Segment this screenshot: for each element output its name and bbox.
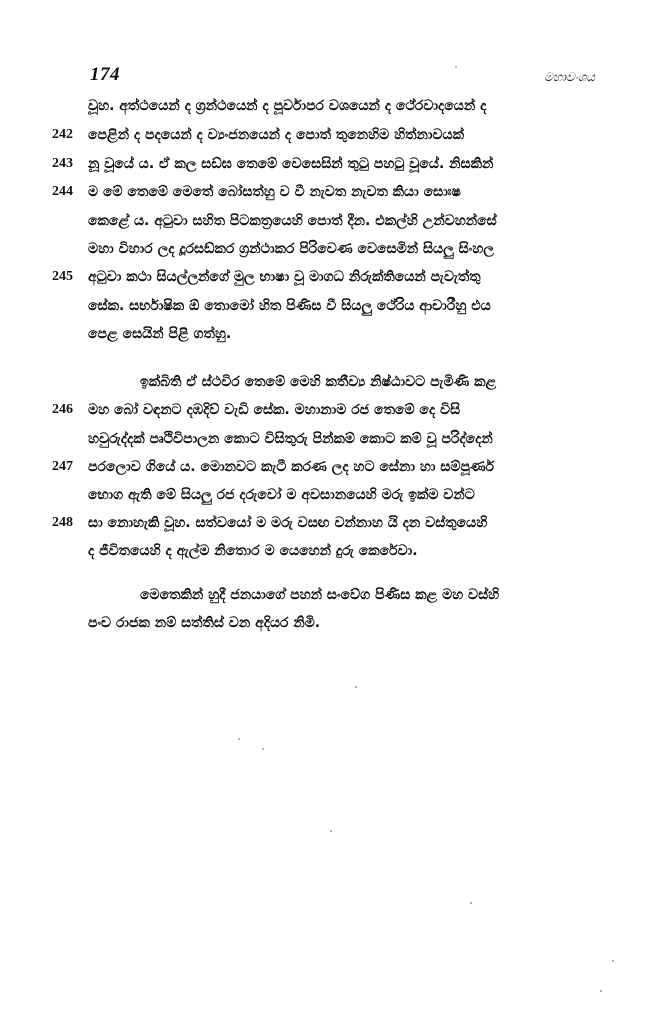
- verse-number: 244: [52, 184, 73, 199]
- text-line: පෙළින් ද පදයෙන් ද ව්‍යංජනයෙන් ද පොත් තුනෙහිම හිත්නාවයක්: [88, 127, 464, 143]
- scan-speck: [600, 990, 602, 992]
- text-line: මහ බෝ වඳනට දඹදිව් වැඩි සේක. මහානාම රජ තෙමේ දෙ විසි: [88, 402, 461, 418]
- text-line: නූ වූයේ ය. ඒ කල සඩ්ඝ තෙමේ වෙසෙසින් තුටු පහටු වූයේ. නිසකින්: [88, 156, 494, 172]
- scan-speck: [470, 902, 472, 904]
- text-line: අටුවා කථා සියල්ලන්ගේ මුල භාෂා වූ මාගධ නිරුක්තියෙන් පැවැත්තු: [88, 269, 481, 285]
- verse-number: 246: [52, 402, 73, 417]
- scan-speck: [262, 748, 264, 750]
- text-line: ම මේ තෙමේ මෙතේ බෝසත්හු ව වී නැවත නැවත කියා සොඃෂ: [88, 184, 461, 200]
- text-line: ද ජීවිතයෙහි ද ඇල්ම නිතොර ම යෙහෙන් දුරු කෙරේවා.: [88, 543, 418, 559]
- text-line: මෙතෙකින් හුදී ජනයාගේ පහන් සංවේග පිණිස කළ මහ වස්හි: [140, 587, 500, 603]
- text-line: සේක. සර්භාෂික ඕ තොමෝ හිත පිණිස වී සියලු ථේරිය ආචාරීහු එය: [88, 298, 491, 314]
- scan-speck: [355, 686, 357, 688]
- verse-number: 247: [52, 459, 73, 474]
- running-title: මහාවංශය: [544, 70, 595, 84]
- verse-number: 243: [52, 156, 73, 171]
- scan-speck: [330, 830, 332, 832]
- verse-number: 248: [52, 515, 73, 530]
- text-line: ඉක්බිති ඒ ස්ථවිර තෙමේ මෙහි කතීව්‍ය නිෂ්ඨාවට පැමිණි කළ: [140, 374, 497, 390]
- text-line: පරලොව ගියේ ය. මොනවට කැටී කරණ ලද හට සේනා හා සම්පූර්ණ: [88, 459, 495, 475]
- text-line: සා නොහැකි වූහ. සත්වයෝ ම මරු වසඟ වන්නාහ යි දන වස්තුයෙහි: [88, 515, 488, 531]
- scan-speck: [612, 960, 614, 962]
- text-line: කෙළේ ය. අටුවා සහිත පිටකත්‍රයෙහි පොත් දීන. එකල්හි උන්වහන්සේ: [88, 213, 497, 229]
- verse-number: 242: [52, 127, 73, 142]
- text-line: පෙළ සෙයින් පිළි ගත්හු.: [88, 326, 232, 342]
- verse-number: 245: [52, 269, 73, 284]
- text-line: වූහ. අත්ථයෙන් ද ග්‍රන්ථයෙන් ද පූර්වාපර වශයෙන් ද ථේරවාදයෙන් ද: [88, 98, 487, 114]
- text-line: මහා විහාර ලද දූරසඞ්කර ග්‍රන්ථාකර පිරිවෙණ වෙසෙමින් සියලු සිංහල: [88, 241, 494, 257]
- scan-speck: [238, 738, 240, 740]
- scan-speck: [455, 66, 457, 68]
- text-line: භොග ඇති මේ සියලු රජ දරුවෝ ම අවසානයෙහි මරු ඉක්ම වන්ට: [88, 487, 475, 503]
- page-number: 174: [90, 64, 120, 85]
- text-line: හවුරුද්දක් පෘථිවිපාලන කොට විසිතුරු පින්කම් කොට කම් වූ පරිද්දෙන්: [88, 431, 493, 447]
- text-line: පංච රාජක නම් සත්තිස් වන අදියර නිමි.: [88, 615, 321, 631]
